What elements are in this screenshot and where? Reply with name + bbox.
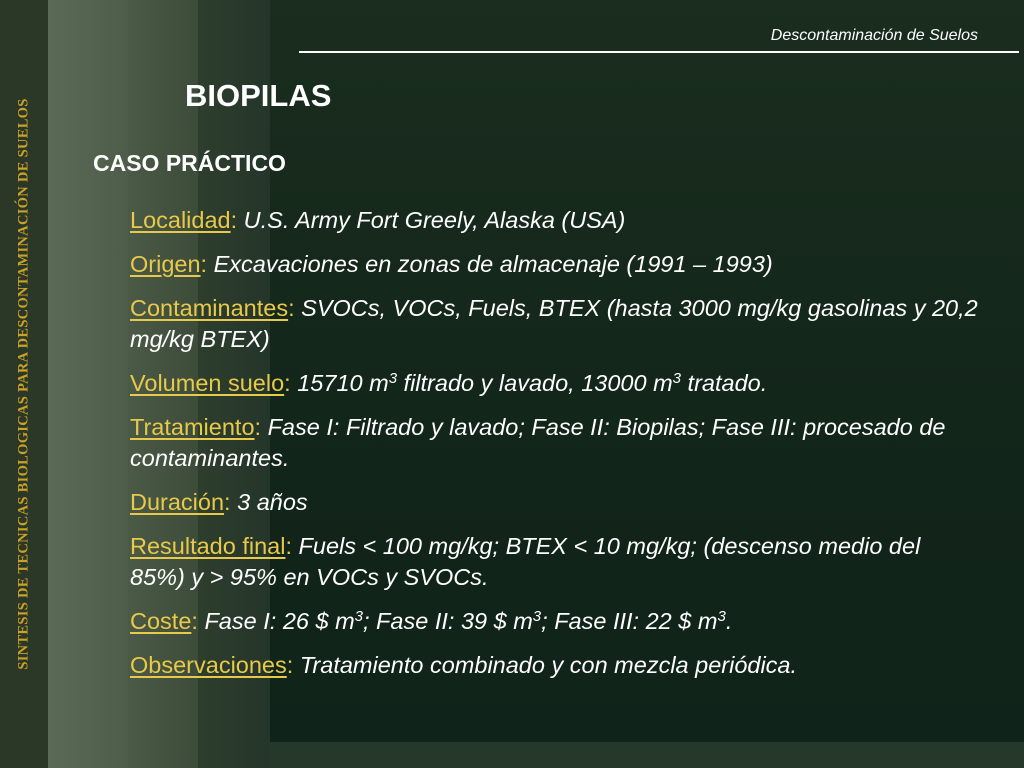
bottom-strip	[270, 742, 1024, 768]
detail-key: Volumen suelo	[130, 370, 285, 396]
detail-value: U.S. Army Fort Greely, Alaska (USA)	[243, 207, 626, 233]
detail-row-contaminantes: Contaminantes: SVOCs, VOCs, Fuels, BTEX (hasta 3000 mg/kg gasolinas y 20,2 mg/kg BTEX)	[130, 295, 978, 352]
header-divider	[299, 51, 1019, 53]
detail-key: Tratamiento	[130, 414, 255, 440]
detail-value: Tratamiento combinado y con mezcla periódica.	[299, 652, 798, 678]
detail-key: Coste	[130, 608, 192, 634]
bg-panel	[48, 0, 128, 768]
sidebar-title: SINTESIS DE TECNICAS BIOLOGICAS PARA DESCONTAMINACIÓN DE SUELOS	[15, 98, 32, 670]
slide-title: BIOPILAS	[185, 78, 332, 113]
detail-row-localidad: Localidad: U.S. Army Fort Greely, Alaska (USA)	[130, 207, 626, 233]
detail-value: SVOCs, VOCs, Fuels, BTEX (hasta 3000 mg/kg gasolinas y 20,2 mg/kg BTEX)	[130, 295, 978, 352]
detail-value: Fase I: 26 $ $m^3$; Fase II: 39 $ $m^3$; Fase III: 22 $ $m^3$.	[204, 608, 733, 634]
case-details	[130, 205, 980, 694]
detail-row-origen: Origen: Excavaciones en zonas de almacenaje (1991 – 1993)	[130, 251, 773, 277]
slide-subtitle: CASO PRÁCTICO	[93, 150, 286, 176]
detail-key: Contaminantes	[130, 295, 289, 321]
detail-value: Fuels < 100 mg/kg; BTEX < 10 mg/kg; (descenso medio del 85%) y > 95% en VOCs y SVOCs.	[130, 533, 921, 590]
detail-value: 15710 $m^3$ filtrado y lavado, 13000 $m^3$ tratado.	[297, 370, 768, 396]
detail-value: Fase I: Filtrado y lavado; Fase II: Biopilas; Fase III: procesado de contaminantes.	[130, 414, 946, 471]
detail-row-tratamiento: Tratamiento: Fase I: Filtrado y lavado; Fase II: Biopilas; Fase III: procesado de contaminantes.	[130, 414, 946, 471]
detail-key: Duración	[130, 489, 225, 515]
vertical-sidebar	[0, 0, 48, 768]
detail-value: 3 años	[237, 489, 308, 515]
detail-row-volumen: Volumen suelo: 15710 $m^3$ filtrado y lavado, 13000 $m^3$ tratado.	[130, 370, 768, 396]
section-header: Descontaminación de Suelos	[770, 27, 978, 44]
detail-key: Resultado final	[130, 533, 286, 559]
detail-key: Localidad	[130, 207, 231, 233]
detail-row-duracion: Duración: 3 años	[130, 489, 308, 515]
detail-row-coste: Coste: Fase I: 26 $ $m^3$; Fase II: 39 $ $m^3$; Fase III: 22 $ $m^3$.	[130, 608, 733, 634]
detail-row-resultado: Resultado final: Fuels < 100 mg/kg; BTEX < 10 mg/kg; (descenso medio del 85%) y > 95% en VOCs y SVOCs.	[130, 533, 921, 590]
detail-row-observaciones: Observaciones: Tratamiento combinado y con mezcla periódica.	[130, 652, 798, 678]
detail-key: Origen	[130, 251, 201, 277]
detail-value: Excavaciones en zonas de almacenaje (1991 – 1993)	[213, 251, 773, 277]
detail-key: Observaciones	[130, 652, 287, 678]
